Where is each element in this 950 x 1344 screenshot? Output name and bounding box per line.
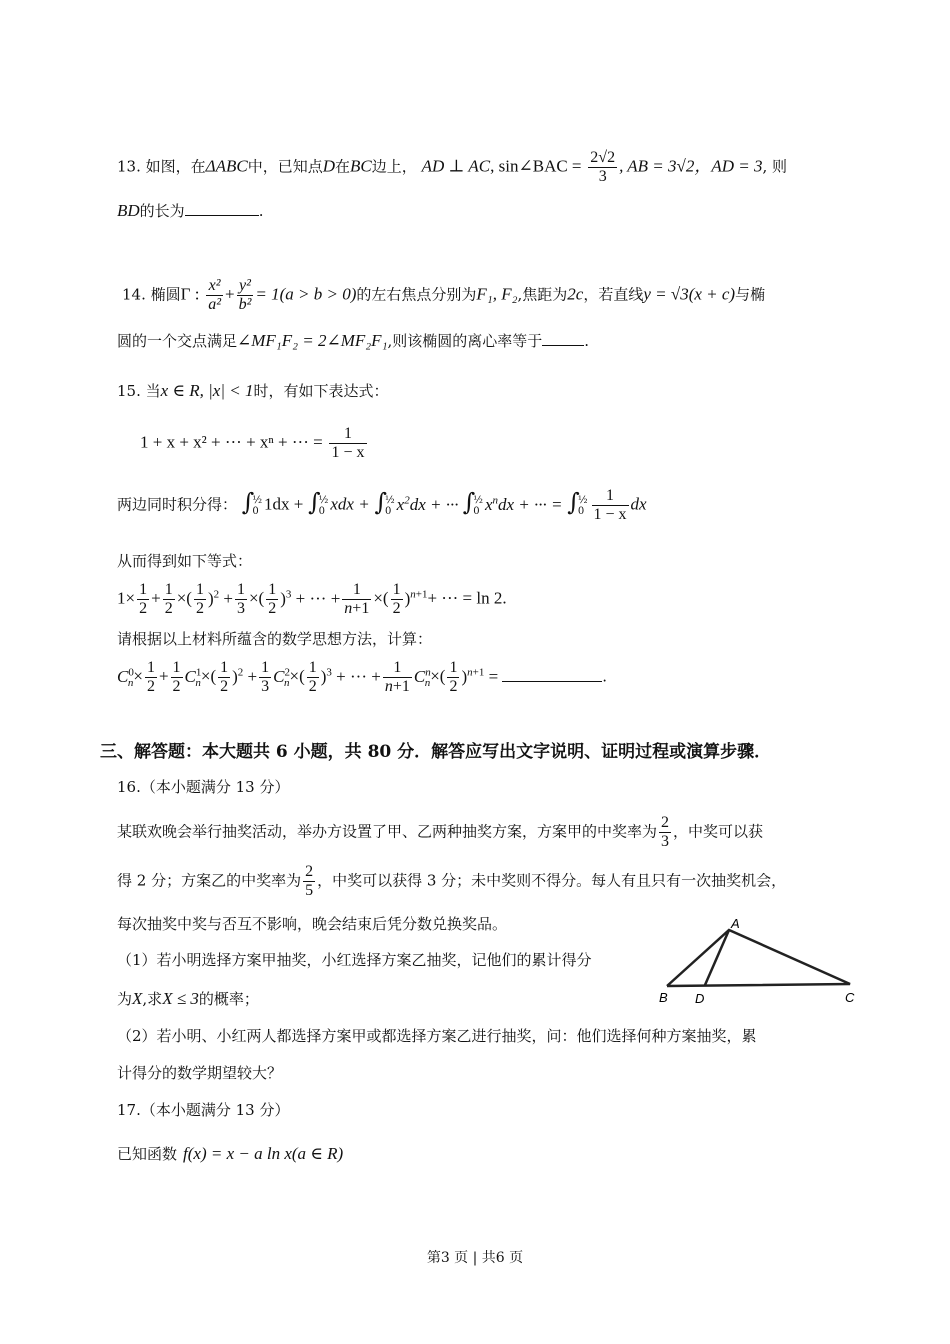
- answer-blank[interactable]: [502, 667, 602, 682]
- page-footer: 第3 页 | 共6 页: [426, 1250, 524, 1266]
- q16-p3: 每次抽奖中奖与否互不影响，晚会结束后凭分数兑换奖品。: [117, 915, 508, 933]
- q16-s1a: （1）若小明选择方案甲抽奖，小红选择方案乙抽奖，记他们的累计得分: [117, 951, 592, 969]
- q16-p1: 某联欢晚会举行抽奖活动，举办方设置了甲、乙两种抽奖方案，方案甲的中奖率为 $\frac{2}{3}$ ，中奖可以获: [117, 814, 764, 850]
- q14-line1: 14. 椭圆Γ : $\frac{\text{x²}}{\text{a²}}$ + $\frac{\text{y²}}{\text{b²}}$ = 1(a > b > 0)的左右焦点分别为F₁, F₂,焦距为2c，若直线y = √3(x + c)与椭: [122, 277, 766, 313]
- answer-blank[interactable]: [185, 201, 259, 216]
- q16-p2: 得 2 分；方案乙的中奖率为 $\frac{2}{5}$ ，中奖可以获得 3 分；未中奖则不得分。每人有且只有一次抽奖机会，: [117, 863, 787, 899]
- section-heading: 三、解答题：本大题共 6 小题，共 80 分．解答应写出文字说明、证明过程或演算步骤．: [100, 742, 772, 762]
- q16-s1b: 为X,求X ≤ 3的概率；: [117, 989, 259, 1008]
- q15-ln2-identity: 1× $\frac{1}{2}$ + $\frac{1}{2}$ ×( $\frac{1}{2}$ )$^2$ + $\frac{1}{3}$ ×( $\frac{1}{2}$ )$^3$ + ··· + $\frac{1}{n+1}$ ×( $\frac{1}{2}$ )$^{n+1}$+ ··· = ln 2.: [117, 581, 507, 617]
- q15-line1: 15. 当x ∈ R, |x| < 1时，有如下表达式：: [117, 381, 389, 400]
- q15-line6: 请根据以上材料所蕴含的数学思想方法，计算：: [117, 630, 433, 648]
- q13-line1: 13. 如图，在ΔABC中，已知点D在BC边上， AD ⊥ AC, sin∠BAC = $\frac{2√2}{3}$ , AB = 3√2，AD = 3, 则: [117, 149, 788, 185]
- q15-integral: 两边同时积分得： ∫½ 0 1dx + ∫½ 0 xdx + ∫½ 0 $x^2dx$ + ··· ∫½ 0 $x^ndx$ + ··· = ∫½ 0 $\frac{1}{1 - x}$ dx: [117, 487, 647, 523]
- triangle-outline: [667, 930, 850, 986]
- q16-s2b: 计得分的数学期望较大？: [117, 1064, 283, 1082]
- answer-blank[interactable]: [542, 331, 584, 346]
- q13-fraction: $\frac{2√2}{3}$: [590, 149, 616, 185]
- q17-text: 已知函数 f(x) = x − a ln x(a ∈ R): [117, 1144, 344, 1163]
- q16-s2a: （2）若小明、小红两人都选择方案甲或都选择方案乙进行抽奖，问：他们选择何种方案抽奖，累: [117, 1027, 757, 1045]
- q14-line2: 圆的一个交点满足∠MF₁F₂ = 2∠MF₂F₁,则该椭圆的离心率等于 .: [117, 331, 590, 350]
- q15-line4: 从而得到如下等式：: [117, 552, 253, 570]
- q15-series: 1 + x + x² + ··· + xⁿ + ··· = $\frac{1}{1 - x}$: [140, 425, 365, 461]
- q16-head: 16.（本小题满分 13 分）: [117, 778, 290, 796]
- segment-ad: [705, 930, 729, 985]
- q13-line2: BD的长为 .: [117, 201, 264, 220]
- q15-compute: $C^0_n\times$ $\frac{1}{2}$ + $\frac{1}{2}$ $C^1_n\times$( $\frac{1}{2}$ )$^2$ + $\frac{1}{3}$ $C^2_n\times$( $\frac{1}{2}$ )$^3$ + ··· + $\frac{1}{n+1}$ $C^n_n\times$( $\frac{1}{2}$ )$^{n+1}$ = .: [117, 659, 607, 695]
- triangle-figure: [655, 912, 870, 1017]
- label-a: A: [731, 916, 740, 931]
- q17-head: 17.（本小题满分 13 分）: [117, 1101, 290, 1119]
- label-c: C: [845, 990, 855, 1005]
- label-b: B: [659, 990, 668, 1005]
- label-d: D: [695, 991, 705, 1006]
